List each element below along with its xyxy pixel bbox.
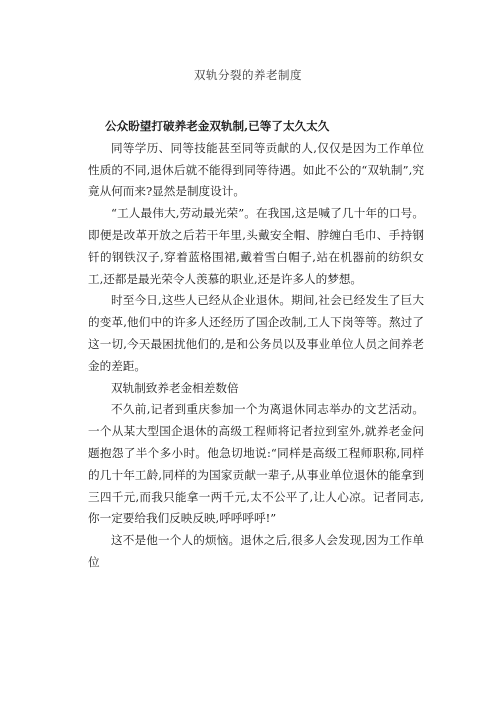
section-heading: 双轨制致养老金相差数倍 xyxy=(111,380,239,395)
paragraph: 不久前,记者到重庆参加一个为离退休同志举办的文艺活动。一个从某大型国企退休的高级工程师将记者拉到室外,就养老金问题抱怨了半个多小时。他急切地说:“同样是高级工程师职称,同样的几十年工龄,同样的为国家贡献一辈子,从事业单位退休的能拿到三四千元,而我只能拿一两千元,太不公平了,让人心凉。记者同志,你一定要给我们反映反映,呼呼呼呼!” xyxy=(88,402,424,526)
paragraph: 时至今日,这些人已经从企业退休。期间,社会已经发生了巨大的变革,他们中的许多人还经历了国企改制,工人下岗等等。熬过了这一切,今天最困扰他们的,是和公务员以及事业单位人员之间养老金的差距。 xyxy=(88,293,424,373)
paragraph: “工人最伟大,劳动最光荣”。在我国,这是喊了几十年的口号。即便是改革开放之后若干年里,头戴安全帽、脖缠白毛巾、手持钢钎的钢铁汉子,穿着蓝格围裙,戴着雪白帽子,站在机器前的纺织女工,还都是最光荣令人羡慕的职业,还是许多人的梦想。 xyxy=(88,206,424,286)
paragraph: 这不是他一个人的烦恼。退休之后,很多人会发现,因为工作单位 xyxy=(88,533,424,569)
paragraph: 同等学历、同等技能甚至同等贡献的人,仅仅是因为工作单位性质的不同,退休后就不能得到同等待遇。如此不公的“双轨制”,究竟从何而来?显然是制度设计。 xyxy=(88,140,424,199)
section-heading: 公众盼望打破养老金双轨制,已等了太久太久 xyxy=(105,119,330,133)
document-title: 双轨分裂的养老制度 xyxy=(194,68,302,82)
document-body xyxy=(88,116,424,574)
